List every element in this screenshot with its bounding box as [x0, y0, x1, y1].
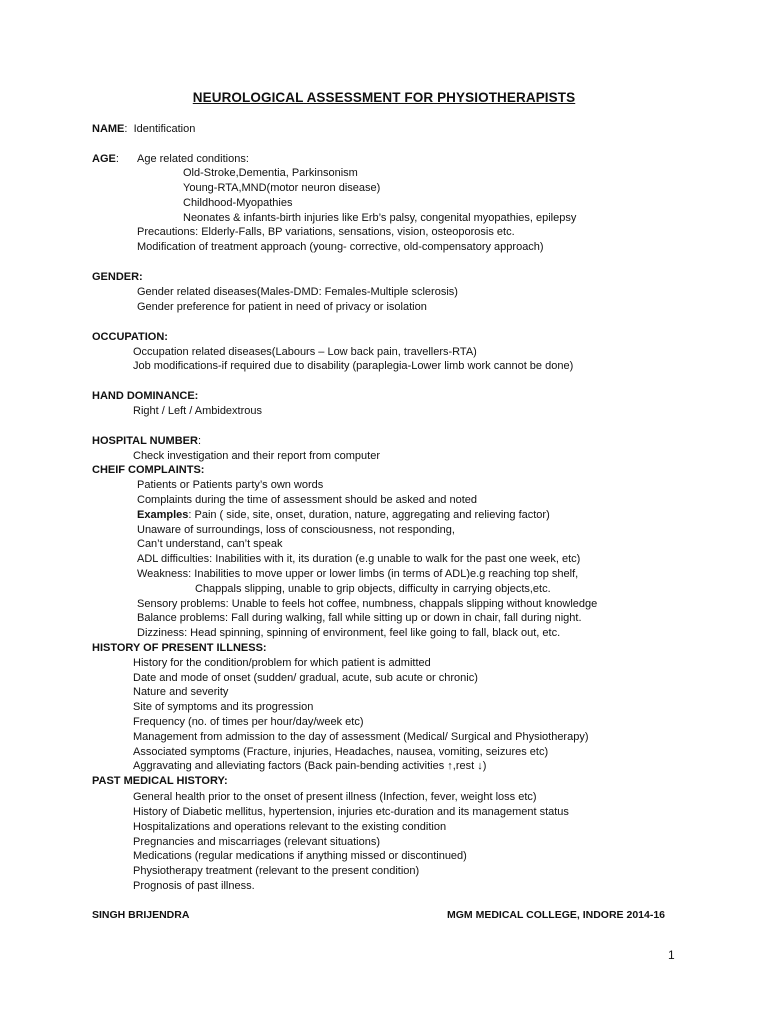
- name-row: [92, 122, 195, 136]
- document-title: NEUROLOGICAL ASSESSMENT FOR PHYSIOTHERAPISTS: [192, 90, 576, 105]
- past-medical-line: Pregnancies and miscarriages (relevant situations): [133, 836, 381, 848]
- history-present-heading: HISTORY OF PRESENT ILLNESS:: [92, 642, 267, 654]
- age-line: Precautions: Elderly-Falls, BP variations, sensations, vision, osteoporosis etc.: [137, 226, 515, 238]
- age-line: Neonates & infants-birth injuries like Erb’s palsy, congenital myopathies, epilepsy: [183, 212, 577, 224]
- complaint-line: Sensory problems: Unable to feels hot coffee, numbness, chappals slipping without knowledge: [137, 598, 598, 610]
- age-line: Modification of treatment approach (young- corrective, old-compensatory approach): [137, 241, 544, 253]
- history-line: Management from admission to the day of assessment (Medical/ Surgical and Physiotherapy): [133, 731, 589, 743]
- gender-line: Gender related diseases(Males-DMD: Females-Multiple sclerosis): [137, 286, 458, 298]
- history-line: Aggravating and alleviating factors (Back pain-bending activities ↑,rest ↓): [133, 760, 487, 772]
- gender-line: Gender preference for patient in need of privacy or isolation: [137, 301, 427, 313]
- past-medical-line: Prognosis of past illness.: [133, 880, 255, 892]
- hospital-number-colon: :: [197, 435, 201, 447]
- occupation-line: Job modifications-if required due to disability (paraplegia-Lower limb work cannot be done): [133, 360, 574, 372]
- past-medical-heading: PAST MEDICAL HISTORY:: [92, 775, 228, 787]
- name-label: NAME: [92, 123, 125, 135]
- past-medical-line: General health prior to the onset of present illness (Infection, fever, weight loss etc): [133, 791, 537, 803]
- hospital-number-line: Check investigation and their report from computer: [133, 450, 381, 462]
- occupation-heading: OCCUPATION:: [92, 331, 168, 343]
- complaint-line: Chappals slipping, unable to grip objects, difficulty in carrying objects,etc.: [195, 583, 551, 595]
- name-colon: :: [124, 123, 128, 135]
- complaint-line: Weakness: Inabilities to move upper or lower limbs (in terms of ADL)e.g reaching top shelf,: [137, 568, 579, 580]
- history-line: Date and mode of onset (sudden/ gradual, acute, sub acute or chronic): [133, 672, 478, 684]
- examples-text: : Pain ( side, site, onset, duration, nature, aggregating and relieving factor): [188, 509, 550, 521]
- history-line: History for the condition/problem for which patient is admitted: [133, 657, 431, 669]
- occupation-line: Occupation related diseases(Labours – Low back pain, travellers-RTA): [133, 346, 477, 358]
- complaint-line: Complaints during the time of assessment should be asked and noted: [137, 494, 477, 506]
- age-colon: :: [115, 153, 119, 165]
- history-line: Nature and severity: [133, 686, 229, 698]
- complaint-line: Can’t understand, can’t speak: [137, 538, 283, 550]
- hospital-number-row: [92, 434, 201, 448]
- name-value: Identification: [133, 123, 196, 135]
- complaint-line: ADL difficulties: Inabilities with it, its duration (e.g unable to walk for the past one week, etc): [137, 553, 581, 565]
- age-value: Age related conditions:: [137, 153, 249, 165]
- complaint-line: Patients or Patients party’s own words: [137, 479, 324, 491]
- past-medical-line: History of Diabetic mellitus, hypertension, injuries etc-duration and its management status: [133, 806, 569, 818]
- chief-complaints-heading: CHEIF COMPLAINTS:: [92, 464, 205, 476]
- footer-institution: MGM MEDICAL COLLEGE, INDORE 2014-16: [447, 909, 666, 921]
- examples-row: [137, 508, 550, 522]
- age-label: AGE: [92, 153, 116, 165]
- hospital-number-heading: HOSPITAL NUMBER: [92, 435, 198, 447]
- age-row: [92, 152, 119, 166]
- examples-label: Examples: [137, 509, 189, 521]
- page-number: 1: [668, 948, 675, 962]
- history-line: Site of symptoms and its progression: [133, 701, 314, 713]
- history-line: Frequency (no. of times per hour/day/week etc): [133, 716, 364, 728]
- footer-author: SINGH BRIJENDRA: [92, 909, 190, 921]
- hand-dominance-line: Right / Left / Ambidextrous: [133, 405, 263, 417]
- complaint-line: Balance problems: Fall during walking, fall while sitting up or down in chair, fall during night.: [137, 612, 582, 624]
- past-medical-line: Hospitalizations and operations relevant to the existing condition: [133, 821, 447, 833]
- hand-dominance-heading: HAND DOMINANCE:: [92, 390, 199, 402]
- age-line: Childhood-Myopathies: [183, 197, 293, 209]
- gender-heading: GENDER:: [92, 271, 143, 283]
- history-line: Associated symptoms (Fracture, injuries, Headaches, nausea, vomiting, seizures etc): [133, 746, 549, 758]
- age-line: Old-Stroke,Dementia, Parkinsonism: [183, 167, 358, 179]
- past-medical-line: Physiotherapy treatment (relevant to the present condition): [133, 865, 420, 877]
- age-line: Young-RTA,MND(motor neuron disease): [183, 182, 381, 194]
- complaint-line: Unaware of surroundings, loss of consciousness, not responding,: [137, 524, 455, 536]
- past-medical-line: Medications (regular medications if anything missed or discontinued): [133, 850, 467, 862]
- complaint-line: Dizziness: Head spinning, spinning of environment, feel like going to fall, black out, etc.: [137, 627, 561, 639]
